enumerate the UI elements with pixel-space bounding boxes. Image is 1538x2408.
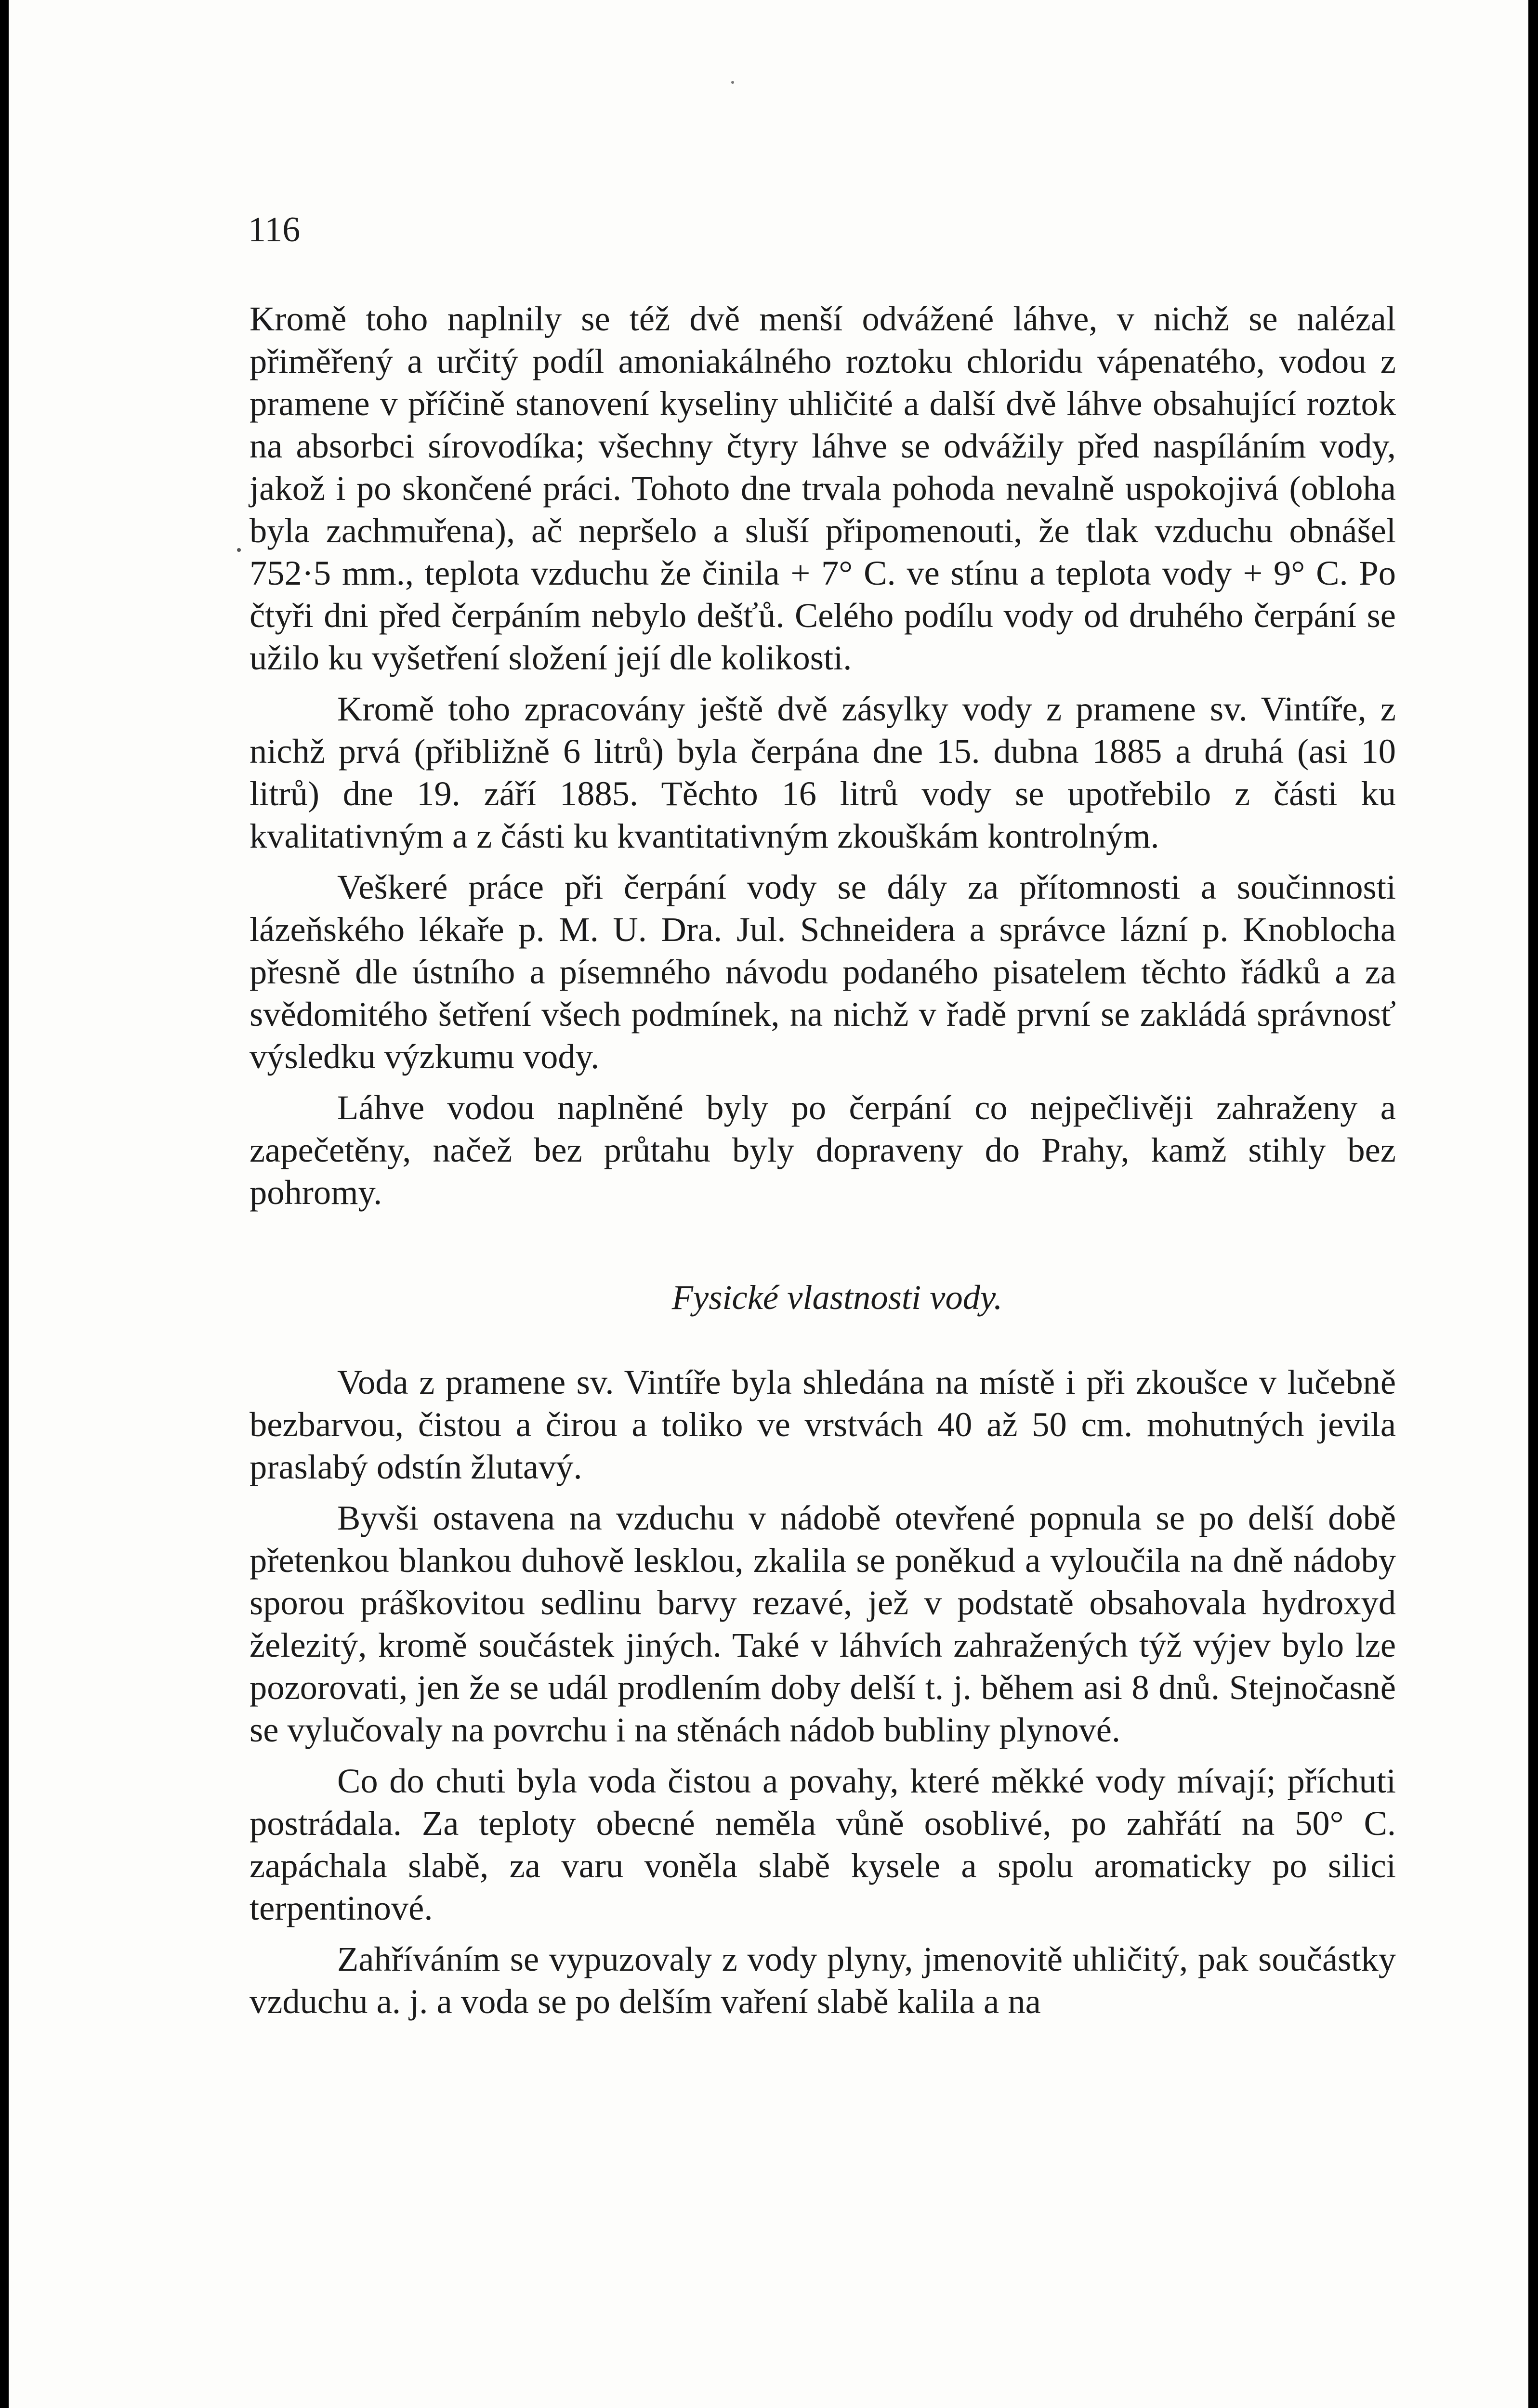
paragraph: Voda z pramene sv. Vintíře byla shledána na místě i při zkoušce v lučebně bezbarvou, čistou a čirou a toliko ve vrstvách 40 až 50 cm. mohutných jevila praslabý odstín žlutavý. [250,1362,1396,1486]
paragraph: Láhve vodou naplněné byly po čerpání co nejpečlivěji zahraženy a zapečetěny, načež bez průtahu byly dopraveny do Prahy, kamž stihly bez pohromy. [250,1088,1396,1212]
margin-dot [237,548,241,552]
book-page [9,0,1528,2408]
paragraph: Kromě toho naplnily se též dvě menší odvážené láhve, v nichž se nalézal přiměřený a určitý podíl amoniakálného roztoku chloridu vápenatého, vodou z pramene v příčině stanovení kyseliny uhličité a další dvě láhve obsahující roztok na absorbci sírovodíka; všechny čtyry láhve se odvážily před naspíláním vody, jakož i po skončené práci. Tohoto dne trvala pohoda nevalně uspokojivá (obloha byla zachmuřena), ač nepršelo a sluší připomenouti, že tlak vzduchu obnášel 752·5 mm., teplota vzduchu že činila + 7° C. ve stínu a teplota vody + 9° C. Po čtyři dni před čerpáním nebylo dešťů. Celého podílu vody od druhého čerpání se užilo ku vyšetření složení její dle kolikosti. [250,299,1396,677]
section-heading: Fysické vlastnosti vody. [671,1278,1003,1317]
page-number: 116 [248,210,301,249]
paragraph: Veškeré práce při čerpání vody se dály za přítomnosti a součinnosti lázeňského lékaře p. M. U. Dra. Jul. Schneidera a správce lázní p. Knoblocha přesně dle ústního a písemného návodu podaného pisatelem těchto řádků a za svědomitého šetření všech podmínek, na nichž v řadě první se zakládá správnosť výsledku výzkumu vody. [250,867,1396,1076]
paragraph: Byvši ostavena na vzduchu v nádobě otevřené popnula se po delší době přetenkou blankou duhově lesklou, zkalila se poněkud a vyloučila na dně nádoby sporou práškovitou sedlinu barvy rezavé, jež v podstatě obsahovala hydroxyd železitý, kromě součástek jiných. Také v láhvích zahražených týž výjev bylo lze pozorovati, jen že se udál prodlením doby delší t. j. během asi 8 dnů. Stejnočasně se vylučovaly na povrchu i na stěnách nádob bubliny plynové. [250,1498,1396,1749]
paragraph: Co do chuti byla voda čistou a povahy, které měkké vody mívají; příchuti postrádala. Za teploty obecné neměla vůně osoblivé, po zahřátí na 50° C. zapáchala slabě, za varu voněla slabě kysele a spolu aromaticky po silici terpentinové. [250,1761,1396,1927]
body-text [250,298,1396,2031]
paragraph: Zahříváním se vypuzovaly z vody plyny, jmenovitě uhličitý, pak součástky vzduchu a. j. a voda se po delším vaření slabě kalila a na [250,1939,1396,2021]
print-speck [731,81,734,84]
paragraph: Kromě toho zpracovány ještě dvě zásylky vody z pramene sv. Vintíře, z nichž prvá (přibližně 6 litrů) byla čerpána dne 15. dubna 1885 a druhá (asi 10 litrů) dne 19. září 1885. Těchto 16 litrů vody se upotřebilo z části ku kvalitativným a z části ku kvantitativným zkouškám kontrolným. [250,689,1396,855]
